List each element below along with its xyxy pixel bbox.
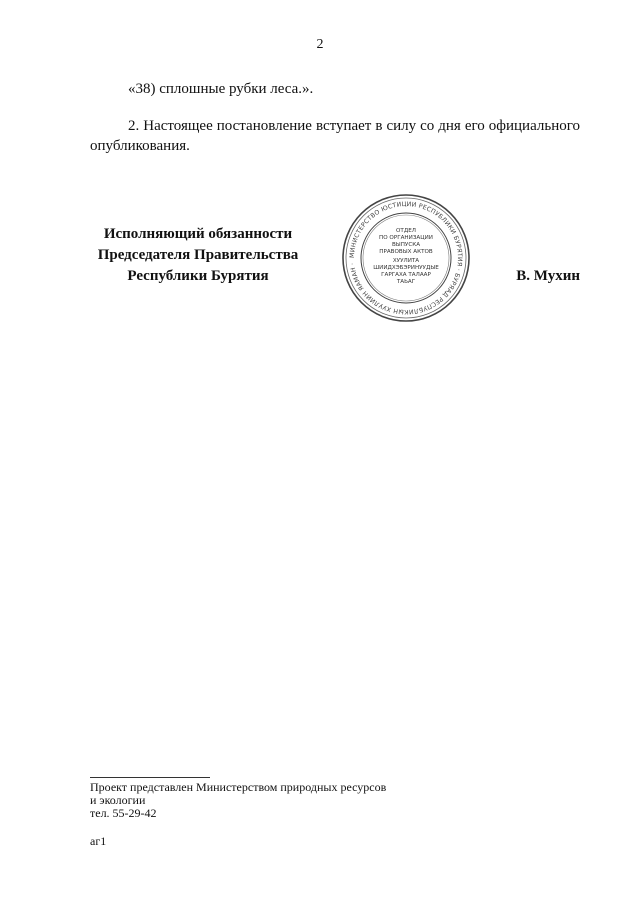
page-number: 2 [316,37,324,52]
footer-code: аг1 [90,834,107,848]
footer-divider [90,777,210,778]
seal-text-line: ПРАВОВЫХ АКТОВ [379,249,433,255]
seal-text-line: ХУУЛИТА [392,258,420,264]
signatory-title-line-3: Республики Бурятия [127,268,269,284]
signatory-title-line-2: Председателя Правительства [97,247,299,263]
seal-text-line: ГАРГАХА ТАЛААР [381,272,431,278]
seal-text-line: ТАЬАГ [396,279,416,285]
signatory-name: В. Мухин [516,268,580,284]
official-seal-icon [340,192,472,324]
seal-text-line: ШИИДХЭБЭРИНУУДЫЕ [373,265,439,271]
footer-line-2: и экологии [90,793,146,807]
paragraph-effective-date: 2. Настоящее постановление вступает в силу со дня его официального опубликования. [90,118,580,154]
footer-note [90,781,386,820]
signatory-title [82,224,314,287]
paragraph-amendment-item: «38) сплошные рубки леса.». [128,81,314,97]
seal-text-line: ПО ОРГАНИЗАЦИИ [379,235,433,241]
svg-text:МИНИСТЕРСТВО ЮСТИЦИИ РЕСПУБЛИК: МИНИСТЕРСТВО ЮСТИЦИИ РЕСПУБЛИКИ БУРЯТИЯ · БУРЯАД РЕСПУБЛИКЫН ХУУЛИИН ЯАМАН · [348,200,464,316]
seal-text-line: ОТДЕЛ [396,228,416,234]
footer-line-1: Проект представлен Министерством природных ресурсов [90,780,387,794]
footer-phone: тел. 55-29-42 [90,806,157,820]
signatory-title-line-1: Исполняющий обязанности [103,226,293,242]
seal-text-line: ВЫПУСКА [391,242,421,248]
